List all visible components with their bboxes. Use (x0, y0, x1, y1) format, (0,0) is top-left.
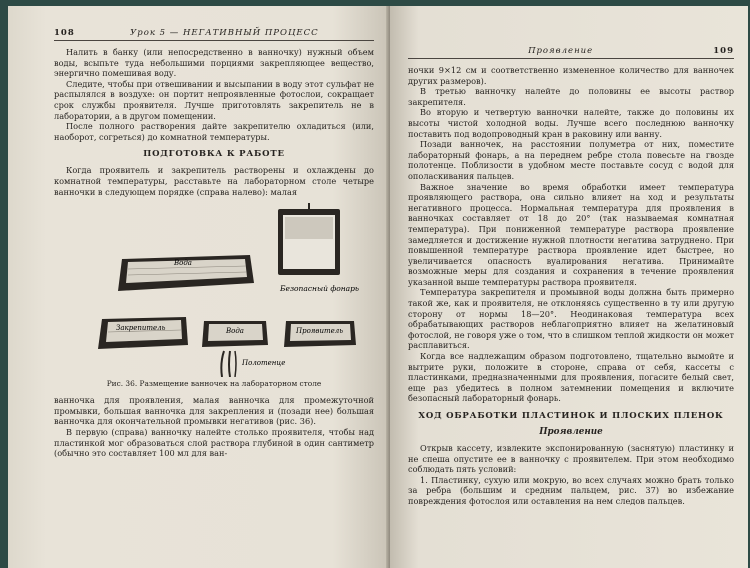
paragraph: Открыв кассету, извлеките экспонированную (заснятую) пластинку и не спеша опустите ее в ванночку с проявителем. При этом необходимо соблюдать пять условий: (408, 443, 734, 475)
running-head-right (408, 46, 734, 59)
left-page (8, 6, 390, 568)
open-book (8, 6, 748, 568)
paragraph: Позади ванночек, на расстоянии полуметра от них, поместите лабораторный фонарь, а на переднем ребре стола повесьте на гвозде полотенце. Поблизости в удобном месте поставьте сосуд с водой для ополаскивания пальцев. (408, 139, 734, 181)
tray-label-water: Вода (174, 259, 192, 268)
tray-label-fixer: Закрепитель (116, 324, 166, 333)
safelight-lamp-icon (278, 203, 340, 275)
figure-36 (54, 199, 374, 377)
paragraph: Когда все надлежащим образом подготовлено, тщательно вымойте и вытрите руки, положите в стороне, справа от себя, кассеты с пластинками, предназначенными для проявления, погасите белый свет, еще раз убедитесь в полном затемнении помещения и включите безопасный лабораторный фонарь. (408, 351, 734, 404)
section-heading: ХОД ОБРАБОТКИ ПЛАСТИНОК И ПЛОСКИХ ПЛЕНОК (418, 411, 724, 421)
fixer-tray-icon (98, 317, 188, 349)
paragraph: Налить в банку (или непосредственно в ванночку) нужный объем воды, всыпьте туда небольшими порциями закрепляющее вещество, энергично помешивая воду. (54, 47, 374, 79)
towel-icon (221, 351, 236, 377)
paragraph: 1. Пластинку, сухую или мокрую, во всех случаях можно брать только за ребра (большим и средним пальцем, рис. 37) во избежание повреждения фотослоя или оставления на нем следов пальцев. (408, 474, 734, 506)
paragraph: Следите, чтобы при отвешивании и высыпании в воду этот сульфат не распылялся в воздухе: он портит непроявленные фотослои, сокращает срок службы проявителя. Лучше приготовлять закрепитель не в лаборатории, а в другом помещении. (54, 78, 374, 121)
paragraph: Во вторую и четвертую ванночки налейте, также до половины их высоты чистой холодной воды. Лучше всего последнюю ванночку поставить под водопроводный кран в раковину или ванну. (408, 107, 734, 139)
running-head-title-right: Проявление (528, 46, 594, 56)
paragraph: Важное значение во время обработки имеет температура проявляющего раствора, она сильно влияет на ход и результаты негативного процесса. Нормальная температура для проявления в ванночках составляет от 18 до 20° (так называемая комнатная температура). При пониженной температуре раствора проявление замедляется и достижение нужной плотности негатива затруднено. При повышенной температуре раствора проявление идет быстрее, но увеличивается опасность вуалирования негатива. Принимайте возможные меры для создания и сохранения в течение проявления указанной выше температуры раствора проявителя. (408, 181, 734, 287)
running-head-left (54, 28, 374, 41)
right-page (390, 6, 748, 568)
figure-caption: Рис. 36. Размещение ванночек на лабораторном столе (106, 379, 322, 389)
section-heading: ПОДГОТОВКА К РАБОТЕ (143, 149, 285, 160)
lamp-label: Безопасный фонарь (280, 284, 360, 294)
page-number-left: 108 (54, 28, 75, 38)
paragraph: Температура закрепителя и промывной воды должна быть примерно такой же, как и проявителя, не отклоняясь существенно в ту или другую сторону от нормы 18—20°. Неодинаковая температура всех обрабатывающих растворов неблагоприятно влияет на желатиновый фотослой, не говоря уже о том, что в слишком теплой жидкости он может расплавиться. (408, 287, 734, 351)
paragraph: В третью ванночку налейте до половины ее высоты раствор закрепителя. (408, 86, 734, 107)
paragraph: Когда проявитель и закрепитель растворены и охлаждены до комнатной температуры, расставьте на лабораторном столе четыре ванночки в следующем порядке (справа налево): малая (54, 165, 374, 197)
page-number-right: 109 (713, 46, 734, 56)
tray-layout-illustration (54, 199, 374, 377)
towel-label: Полотенце (242, 359, 286, 368)
running-head-title-left: Урок 5 — НЕГАТИВНЫЙ ПРОЦЕСС (130, 28, 319, 38)
paragraph: В первую (справа) ванночку налейте столько проявителя, чтобы над пластинкой мог образоваться слой раствора глубиной в один сантиметр (обычно это составляет 100 мл для ван- (54, 426, 374, 459)
tray-label-developer: Проявитель (296, 327, 344, 336)
paragraph: ванночка для проявления, малая ванночка для промежуточной промывки, большая ванночка для закрепления и (позади нее) большая ванночка для окончательной промывки негативов (рис. 36). (54, 395, 374, 427)
paragraph: ночки 9×12 см и соответственно измененное количество для ванночек других размеров). (408, 65, 734, 86)
subsection-heading: Проявление (539, 427, 603, 437)
paragraph: После полного растворения дайте закрепителю охладиться (или, наоборот, согреться) до комнатной температуры. (54, 121, 374, 142)
tray-label-water-small: Вода (226, 327, 244, 336)
